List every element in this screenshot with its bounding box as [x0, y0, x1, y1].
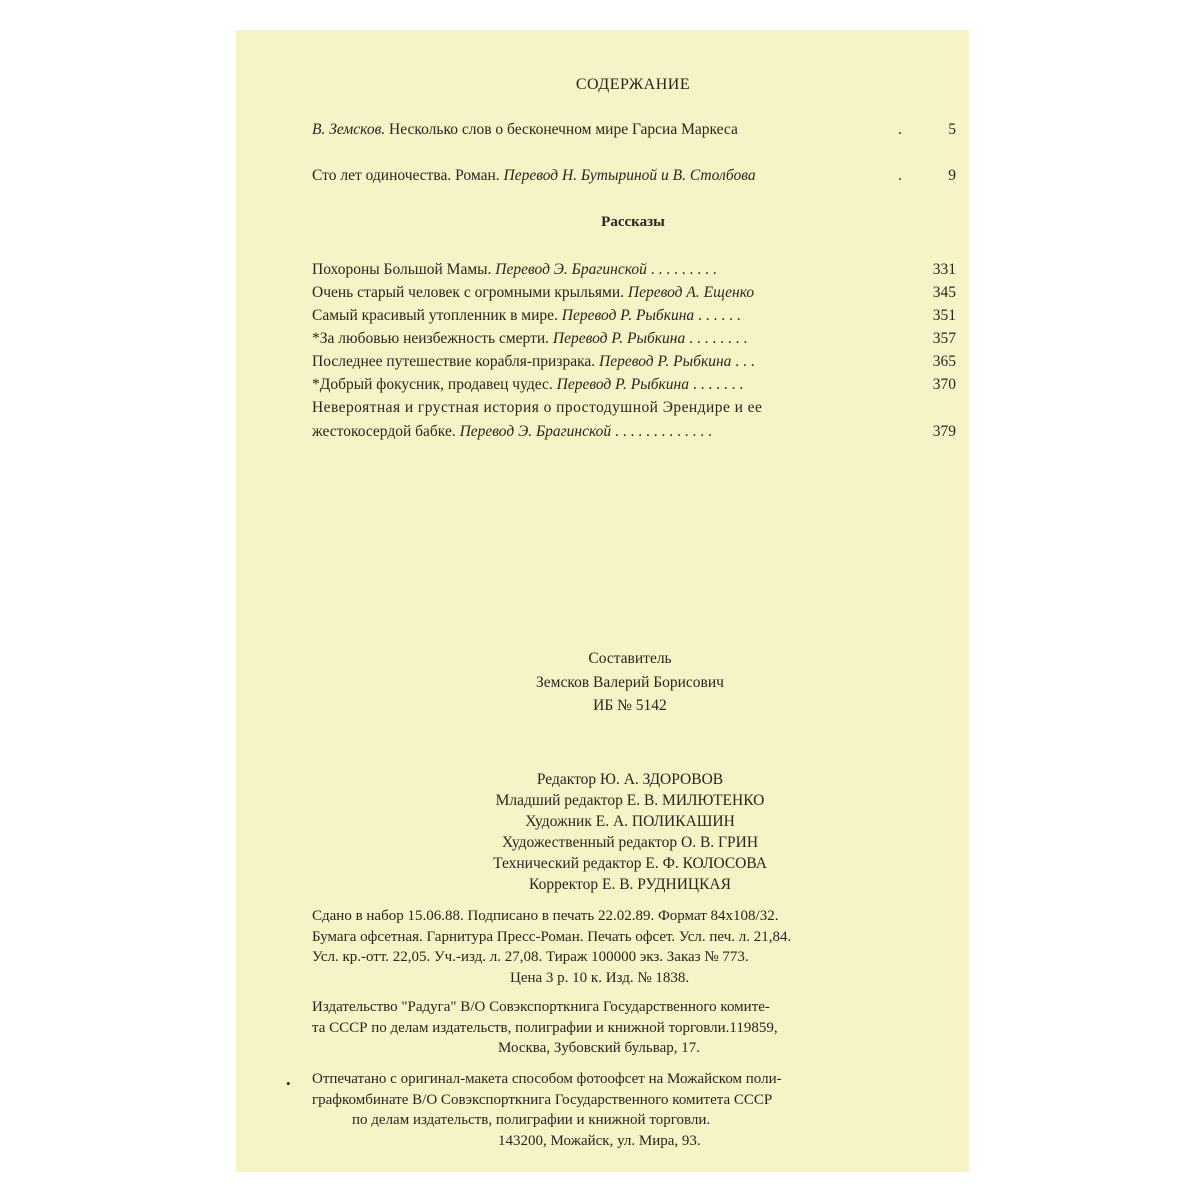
- printer-line: по делам издательств, полиграфии и книжной торговли.: [352, 1112, 711, 1128]
- compiler-label: Составитель: [588, 650, 672, 667]
- story-translator: Перевод Э. Брагинской: [459, 423, 612, 440]
- novel-page: 9: [948, 167, 956, 184]
- toc-entry-story: [0, 376, 958, 396]
- toc-entry-novel: [0, 167, 958, 187]
- credit-line: Художественный редактор О. В. ГРИН: [501, 834, 759, 851]
- intro-page: 5: [948, 121, 956, 138]
- story-page: 370: [932, 376, 956, 393]
- story-translator: Перевод Р. Рыбкина: [599, 353, 732, 370]
- story-title: Очень старый человек с огромными крыльями.: [312, 284, 628, 301]
- story-page: 357: [932, 330, 956, 347]
- intro-author: В. Земсков.: [312, 121, 386, 138]
- story-page: 345: [932, 284, 956, 301]
- toc-entry-intro: [0, 121, 958, 141]
- story-dots: . . . . . . . . .: [646, 261, 717, 278]
- story-title-line1: Невероятная и грустная история о простодушной Эрендире и ее: [312, 399, 763, 416]
- story-title: жестокосердой бабке.: [312, 423, 460, 440]
- toc-entry-story: [0, 330, 958, 350]
- story-page: 379: [932, 423, 956, 440]
- story-translator: Перевод Э. Брагинской: [495, 261, 647, 278]
- story-dots: . . . . . . . .: [685, 330, 748, 347]
- credit-line: Художник Е. А. ПОЛИКАШИН: [525, 813, 735, 830]
- story-page: 365: [932, 353, 956, 370]
- publisher-line: та СССР по делам издательств, полиграфии и книжной торговли.119859,: [312, 1019, 778, 1036]
- toc-entry-story: [0, 284, 958, 304]
- story-marker: *: [312, 376, 320, 393]
- intro-title: Несколько слов о бесконечном мире Гарсиа Маркеса: [385, 121, 738, 138]
- printer-line: графкомбинате В/О Совэкспорткнига Государственного комитета СССР: [312, 1091, 773, 1108]
- story-title: Добрый фокусник, продавец чудес.: [319, 376, 557, 393]
- publisher-line: Издательство "Радуга" В/О Совэкспорткнига Государственного комите-: [312, 999, 770, 1015]
- story-title: Самый красивый утопленник в мире.: [312, 307, 562, 324]
- credit-line: Редактор Ю. А. ЗДОРОВОВ: [536, 771, 724, 788]
- story-dots: . . . . . .: [694, 307, 741, 324]
- novel-translator: Перевод Н. Бутыриной и В. Столбова: [503, 167, 756, 184]
- novel-title: Сто лет одиночества. Роман.: [312, 167, 504, 184]
- section-heading: Рассказы: [601, 214, 665, 230]
- story-page: 331: [932, 261, 956, 278]
- novel-dots: .: [898, 167, 905, 184]
- story-translator: Перевод А. Ещенко: [627, 284, 755, 301]
- print-info-line: Сдано в набор 15.06.88. Подписано в печать 22.02.89. Формат 84х108/32.: [312, 908, 779, 924]
- publisher-info: [312, 997, 778, 1059]
- toc-entry-story: [0, 307, 958, 327]
- toc-entry-story-long-cont: [0, 423, 958, 443]
- story-translator: Перевод Р. Рыбкина: [556, 376, 689, 393]
- print-info: [312, 906, 791, 988]
- printer-info: [312, 1069, 782, 1151]
- print-info-line: Цена 3 р. 10 к. Изд. № 1838.: [510, 969, 690, 986]
- intro-dots: .: [898, 121, 905, 138]
- toc-entry-story-long: [0, 399, 958, 419]
- ib-number: ИБ № 5142: [593, 697, 667, 714]
- story-title: За любовью неизбежность смерти.: [319, 330, 553, 347]
- toc-title: СОДЕРЖАНИЕ: [575, 76, 691, 93]
- story-title: Последнее путешествие корабля-призрака.: [312, 353, 600, 370]
- story-translator: Перевод Р. Рыбкина: [561, 307, 695, 324]
- story-title: Похороны Большой Мамы.: [312, 261, 496, 278]
- printer-line: 143200, Можайск, ул. Мира, 93.: [498, 1132, 701, 1149]
- story-dots: . . . . . . .: [689, 376, 744, 393]
- toc-entry-story: [0, 261, 958, 281]
- compiler-name: Земсков Валерий Борисович: [536, 674, 724, 691]
- credit-line: Технический редактор Е. Ф. КОЛОСОВА: [493, 855, 767, 872]
- credit-line: Корректор Е. В. РУДНИЦКАЯ: [529, 876, 731, 893]
- story-page: 351: [932, 307, 956, 324]
- publisher-line: Москва, Зубовский бульвар, 17.: [498, 1040, 701, 1056]
- print-info-line: Бумага офсетная. Гарнитура Пресс-Роман. Печать офсет. Усл. печ. л. 21,84.: [312, 928, 792, 945]
- story-marker: *: [312, 330, 320, 347]
- print-info-line: Усл. кр.-отт. 22,05. Уч.-изд. л. 27,08. Тираж 100000 экз. Заказ № 773.: [312, 949, 749, 965]
- story-dots: . . . . . . . . . . . . .: [611, 423, 712, 440]
- story-dots: . . .: [731, 353, 755, 370]
- toc-entry-story: [0, 353, 958, 373]
- printer-line: Отпечатано с оригинал-макета способом фотоофсет на Можайском поли-: [312, 1071, 782, 1087]
- credit-line: Младший редактор Е. В. МИЛЮТЕНКО: [495, 792, 765, 809]
- printer-mark: •: [286, 1076, 291, 1091]
- story-translator: Перевод Р. Рыбкина: [552, 330, 686, 347]
